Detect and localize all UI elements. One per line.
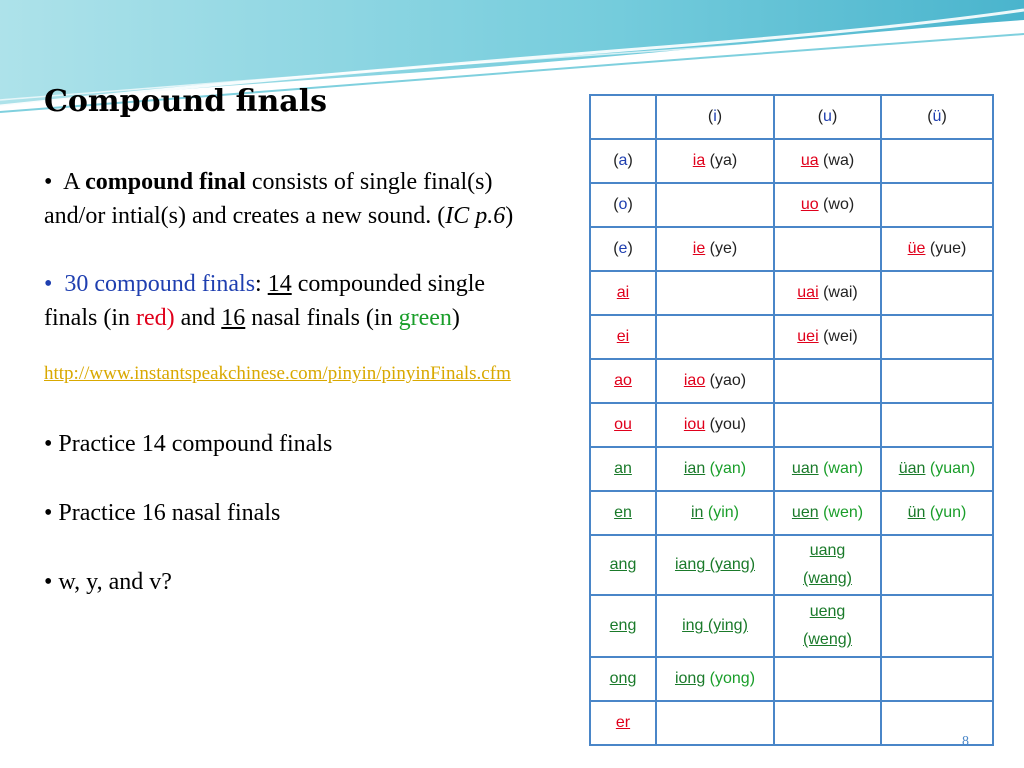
table-corner-cell bbox=[590, 95, 656, 139]
table-row: (a) ia (ya) ua (wa) bbox=[590, 139, 993, 183]
text-compounded: compounded single finals (in bbox=[44, 271, 486, 331]
text-colon: : bbox=[255, 271, 268, 297]
table-row: eng ing (ying) ueng (weng) bbox=[590, 595, 993, 657]
pinyin-finals-link[interactable]: http://www.instantspeakchinese.com/pinyin/pinyinFinals.cfm bbox=[44, 363, 511, 384]
header-u: (u) bbox=[774, 95, 881, 139]
bullet-practice-16: • Practice 16 nasal finals bbox=[44, 500, 281, 526]
text-reference: IC p.6 bbox=[445, 203, 506, 229]
header-i: (i) bbox=[656, 95, 774, 139]
table-row: an ian (yan) uan (wan) üan (yuan) bbox=[590, 447, 993, 491]
table-row: ang iang (yang) uang (wang) bbox=[590, 535, 993, 595]
text-nasal-finals: nasal finals (in bbox=[245, 305, 399, 331]
bullet-wyv: • w, y, and v? bbox=[44, 569, 172, 595]
table-row: ai uai (wai) bbox=[590, 271, 993, 315]
finals-table bbox=[589, 94, 994, 746]
text-close-paren-2: ) bbox=[451, 305, 460, 331]
text-14: 14 bbox=[267, 271, 292, 297]
slide-body bbox=[44, 165, 544, 599]
slide-title: Compound finals bbox=[44, 84, 328, 119]
header-v: (ü) bbox=[881, 95, 993, 139]
text-16: 16 bbox=[221, 305, 246, 331]
text-green: green bbox=[398, 305, 452, 331]
table-row: ou iou (you) bbox=[590, 403, 993, 447]
text-and: and bbox=[174, 305, 222, 331]
table-row: (o) uo (wo) bbox=[590, 183, 993, 227]
bullet-definition: • A compound final consists of single final(s) and/or intial(s) and creates a new sound. (IC p.6) bbox=[44, 169, 514, 229]
table-row: er bbox=[590, 701, 993, 745]
bullet-practice-14: • Practice 14 compound finals bbox=[44, 431, 333, 457]
text-close-paren: ) bbox=[505, 203, 514, 229]
text-30-compound-finals: 30 compound finals bbox=[64, 271, 256, 297]
table-row: ao iao (yao) bbox=[590, 359, 993, 403]
text-red: red) bbox=[135, 305, 175, 331]
table-row: ong iong (yong) bbox=[590, 657, 993, 701]
text-a: A bbox=[63, 169, 86, 195]
text-definition: consists of single final(s) and/or intial(s) and creates a new sound. ( bbox=[44, 169, 493, 229]
table-row: en in (yin) uen (wen) ün (yun) bbox=[590, 491, 993, 535]
page-number: 8 bbox=[962, 734, 969, 749]
table-row: (e) ie (ye) üe (yue) bbox=[590, 227, 993, 271]
bullet-count: • 30 compound finals: 14 compounded single finals (in red) and 16 nasal finals (in green) bbox=[44, 271, 486, 331]
term-compound-final: compound final bbox=[85, 169, 246, 195]
table-header-row bbox=[590, 95, 993, 139]
table-row: ei uei (wei) bbox=[590, 315, 993, 359]
